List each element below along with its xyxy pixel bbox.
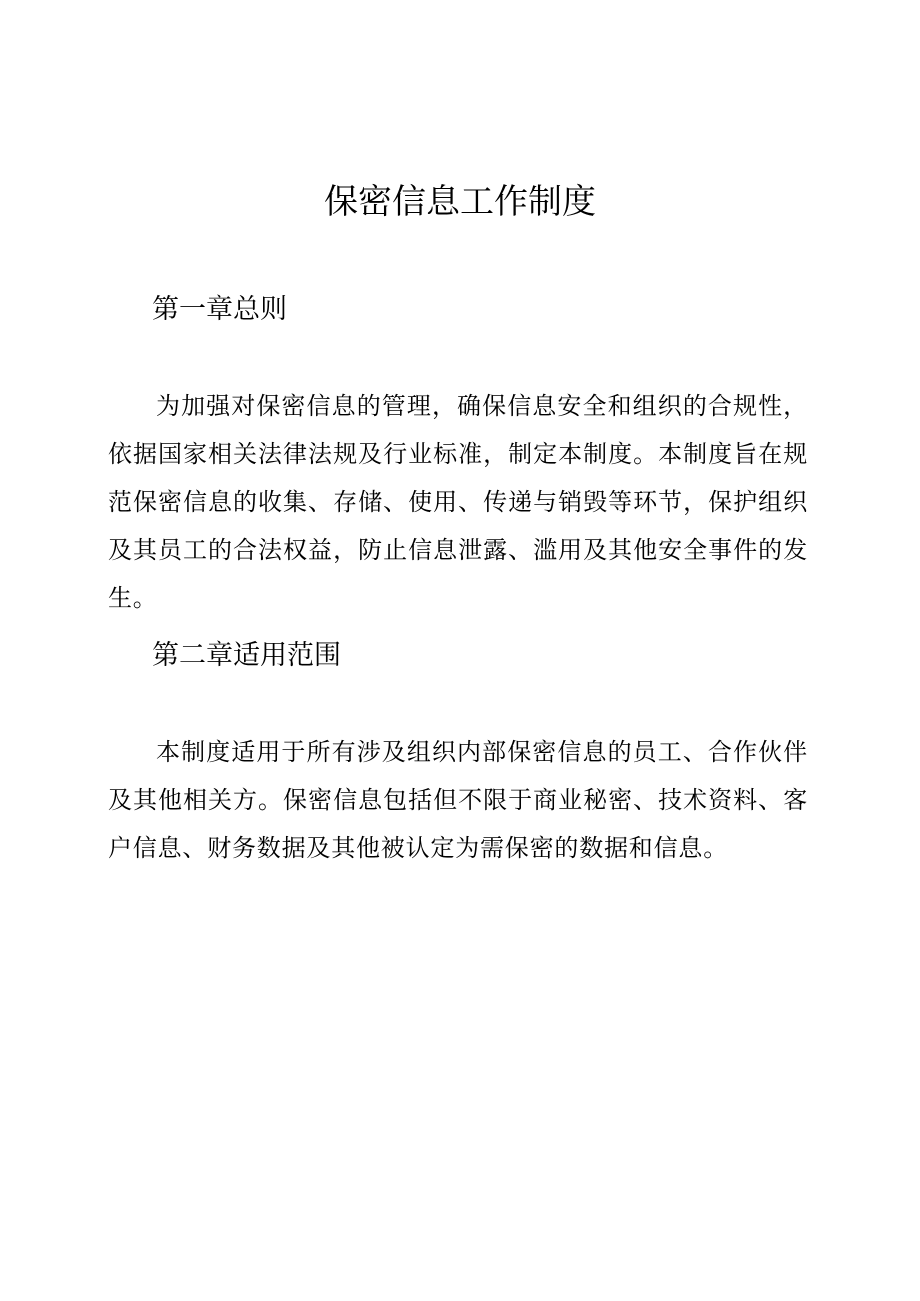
chapter-paragraph-general-provisions: 为加强对保密信息的管理，确保信息安全和组织的合规性，依据国家相关法律法规及行业标准，制定本制度。本制度旨在规范保密信息的收集、存储、使用、传递与销毁等环节，保护组织及其员工的合法权益，防止信息泄露、滥用及其他安全事件的发生。	[108, 392, 808, 612]
chapter-heading-general-provisions: 第一章总则	[152, 294, 287, 325]
chapter-heading-scope: 第二章适用范围	[152, 640, 341, 671]
document-title: 保密信息工作制度	[324, 182, 596, 222]
chapter-paragraph-scope: 本制度适用于所有涉及组织内部保密信息的员工、合作伙伴及其他相关方。保密信息包括但不限于商业秘密、技术资料、客户信息、财务数据及其他被认定为需保密的数据和信息。	[108, 738, 808, 862]
